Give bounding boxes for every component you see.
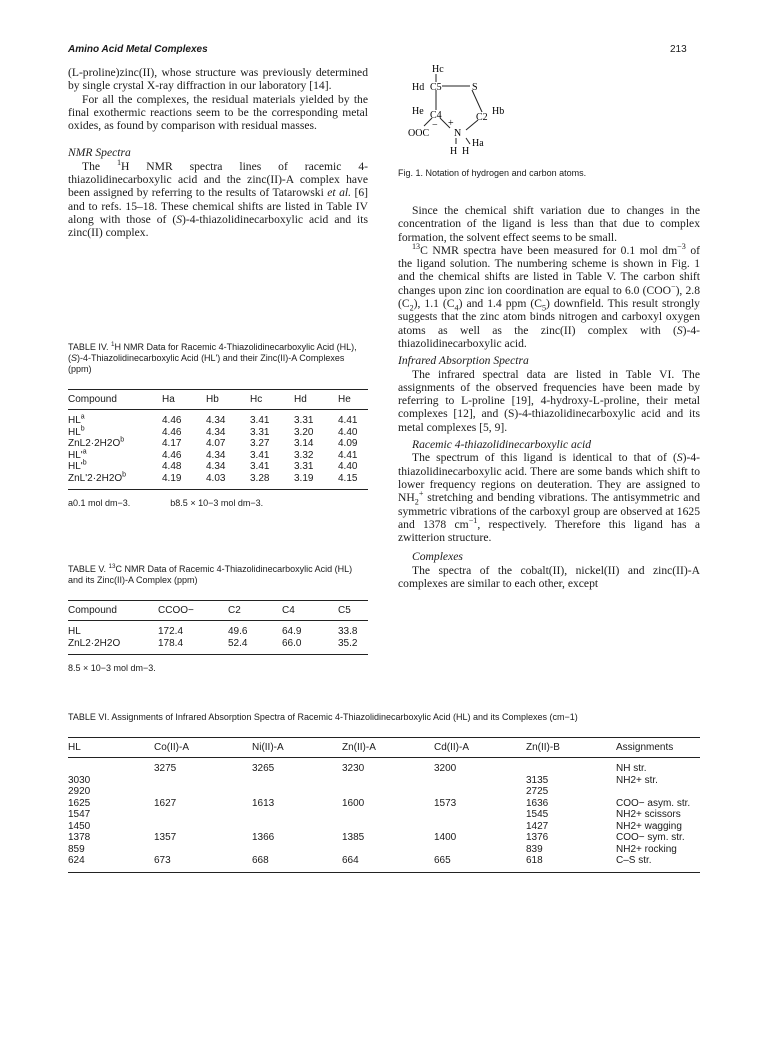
table-cell: 4.34 bbox=[206, 449, 226, 461]
table-cell: 1636 bbox=[526, 797, 549, 809]
col-header: C2 bbox=[228, 605, 241, 616]
atom-c5: C5 bbox=[430, 82, 442, 93]
table-v bbox=[68, 564, 368, 673]
right-column bbox=[398, 204, 700, 590]
table-cell: HL bbox=[68, 626, 81, 637]
atom-h1: H bbox=[450, 146, 458, 157]
table-cell bbox=[154, 821, 252, 833]
table-cell: 4.03 bbox=[206, 472, 226, 484]
table-cell: 665 bbox=[434, 855, 451, 866]
table-cell: 3.41 bbox=[250, 449, 270, 461]
table-cell: 4.15 bbox=[338, 472, 358, 484]
table-iv-footnotes bbox=[68, 498, 368, 508]
table-cell: 1547 bbox=[68, 809, 91, 820]
table-header-row bbox=[68, 601, 368, 621]
table-vi-body bbox=[68, 758, 700, 873]
table-cell: 3.31 bbox=[250, 426, 270, 438]
table-row bbox=[68, 473, 368, 490]
table-cell bbox=[342, 775, 434, 787]
col-header: Assignments bbox=[616, 742, 674, 753]
table-cell bbox=[154, 844, 252, 856]
table-row bbox=[68, 775, 700, 787]
table-cell: 172.4 bbox=[158, 626, 184, 637]
atom-c4: C4 bbox=[430, 110, 442, 121]
table-cell: 3.41 bbox=[250, 415, 270, 426]
atom-n: N bbox=[454, 128, 462, 139]
running-title: Amino Acid Metal Complexes bbox=[68, 44, 208, 55]
table-cell: 4.41 bbox=[338, 415, 358, 426]
table-cell: $ZnL'2\cdot 2H2O^b$ bbox=[68, 471, 127, 484]
table-cell: 3.20 bbox=[294, 426, 314, 438]
table-iv bbox=[68, 342, 368, 508]
table-row bbox=[68, 832, 700, 844]
table-cell: 839 bbox=[526, 843, 543, 855]
table-cell bbox=[434, 844, 526, 856]
table-cell: 2725 bbox=[526, 786, 549, 797]
table-cell: NH2+ rocking bbox=[616, 843, 677, 855]
table-cell: 4.48 bbox=[162, 461, 182, 472]
atom-hc: Hc bbox=[432, 64, 444, 75]
charge-minus: − bbox=[432, 120, 438, 131]
table-cell: $HL'^a$ bbox=[68, 448, 87, 461]
table-row bbox=[68, 786, 700, 798]
paragraph-c13: $^{13}$C NMR spectra have been measured for 0.1 mol $dm^{-3}$ of the ligand solution. The numbering scheme is shown in Fig. 1 and the chemical shifts are listed in Table V. The carbon shift changes upon zinc ion coordination are equal to 6.0 (COO−), 2.8 $(C_2)$, 1.1 $(C_4)$ and 1.4 ppm $(C_5)$ downfield. This result strongly suggests that the zinc atom binds nitrogen and carboxyl oxygen atoms as well as the zinc(II) complex with (S)-4-thiazolidinecarboxylic acid. bbox=[398, 242, 700, 350]
table-header-row bbox=[68, 738, 700, 758]
table-header-row bbox=[68, 390, 368, 410]
table-cell: 2920 bbox=[68, 786, 91, 797]
table-row bbox=[68, 621, 368, 638]
table-vi-caption: TABLE VI. Assignments of Infrared Absorption Spectra of Racemic 4-Thiazolidinecarboxylic Acid (HL) and its Complexes (cm−1) bbox=[68, 712, 578, 722]
table-cell bbox=[154, 809, 252, 821]
table-cell: 4.34 bbox=[206, 461, 226, 472]
table-row bbox=[68, 638, 368, 655]
col-header: C4 bbox=[282, 605, 295, 616]
footnote-a: a0.1 mol dm−3. bbox=[68, 498, 131, 508]
table-cell: 1627 bbox=[154, 797, 177, 809]
table-cell: 1366 bbox=[252, 832, 275, 843]
table-cell: 3200 bbox=[434, 763, 457, 774]
table-v-caption: TABLE V. $^{13}$C NMR Data of Racemic 4-Thiazolidinecarboxylic Acid (HL) and its Zinc(II)-A Complex (ppm) bbox=[68, 563, 353, 585]
table-cell: $HL^b$ bbox=[68, 425, 85, 438]
table-cell bbox=[434, 809, 526, 821]
table-cell: 3.19 bbox=[294, 472, 314, 484]
table-cell: 4.07 bbox=[206, 438, 226, 449]
table-cell: NH2+ scissors bbox=[616, 809, 681, 820]
table-cell bbox=[154, 786, 252, 798]
table-cell: 1385 bbox=[342, 832, 365, 843]
table-cell: 1378 bbox=[68, 832, 91, 843]
table-cell: 3.28 bbox=[250, 472, 270, 484]
col-header: Hb bbox=[206, 394, 219, 405]
table-cell bbox=[342, 786, 434, 798]
page-number: 213 bbox=[670, 44, 687, 55]
table-v-grid bbox=[68, 600, 368, 655]
section-heading-nmr: NMR Spectra bbox=[68, 146, 131, 160]
table-row bbox=[68, 450, 368, 462]
col-header: Hc bbox=[250, 394, 263, 405]
table-v-body bbox=[68, 621, 368, 655]
table-cell bbox=[252, 821, 342, 833]
table-cell: 3230 bbox=[342, 763, 365, 774]
table-cell: 33.8 bbox=[338, 626, 358, 637]
figure-1 bbox=[392, 62, 512, 162]
charge-plus: + bbox=[448, 118, 454, 129]
table-cell: NH str. bbox=[616, 763, 647, 774]
table-cell: 624 bbox=[68, 855, 85, 866]
table-cell: ZnL2·2H2O bbox=[68, 637, 121, 649]
table-cell: 3265 bbox=[252, 763, 275, 774]
table-row bbox=[68, 427, 368, 439]
col-header: Compound bbox=[68, 605, 117, 616]
table-cell: 49.6 bbox=[228, 626, 248, 637]
table-cell: 3.14 bbox=[294, 438, 314, 449]
table-cell: 4.34 bbox=[206, 426, 226, 438]
table-cell bbox=[434, 775, 526, 787]
col-header: Zn(II)-A bbox=[342, 742, 376, 753]
table-iv-grid bbox=[68, 389, 368, 490]
table-cell: 3135 bbox=[526, 774, 549, 786]
table-cell: 618 bbox=[526, 855, 543, 866]
table-cell: 4.46 bbox=[162, 449, 182, 461]
table-cell: 4.34 bbox=[206, 415, 226, 426]
table-row bbox=[68, 438, 368, 450]
table-cell: 3.27 bbox=[250, 438, 270, 449]
table-cell bbox=[342, 844, 434, 856]
table-cell: $ZnL2\cdot 2H2O^b$ bbox=[68, 436, 125, 449]
table-cell: 4.46 bbox=[162, 415, 182, 426]
table-cell: 1376 bbox=[526, 832, 549, 843]
atom-ha: Ha bbox=[472, 138, 484, 149]
table-cell bbox=[616, 786, 700, 798]
table-cell: NH2+ str. bbox=[616, 774, 658, 786]
atom-hb: Hb bbox=[492, 106, 505, 117]
table-cell: 3.31 bbox=[294, 415, 314, 426]
thiazolidine-structure-diagram bbox=[392, 62, 512, 162]
table-cell: $HL^a$ bbox=[68, 413, 85, 426]
col-header: Co(II)-A bbox=[154, 742, 189, 753]
table-cell: 4.46 bbox=[162, 426, 182, 438]
table-cell: $HL'^b$ bbox=[68, 459, 87, 472]
table-cell: 66.0 bbox=[282, 637, 302, 649]
paragraph-racemic: The spectrum of this ligand is identical to that of (S)-4-thiazolidinecarboxylic acid. There are some bands which shift to lower frequency regions on deuteration. They are assigned to $NH_2^+$ stretching and bending vibrations. The antisymmetric and symmetric vibrations of the carboxyl group are observed at 1625 and 1378 $cm^{-1}$, respectively. Therefore this ligand has a zwitterion structure. bbox=[398, 451, 701, 545]
table-cell bbox=[434, 821, 526, 833]
col-header: He bbox=[338, 394, 351, 405]
table-cell: 178.4 bbox=[158, 637, 184, 649]
table-cell: 1573 bbox=[434, 797, 457, 809]
table-cell bbox=[252, 809, 342, 821]
atom-h2: H bbox=[462, 146, 470, 157]
col-header: HL bbox=[68, 742, 81, 753]
figure-1-caption: Fig. 1. Notation of hydrogen and carbon atoms. bbox=[398, 168, 587, 178]
table-cell: 52.4 bbox=[228, 637, 248, 649]
paragraph-residual: For all the complexes, the residual materials yielded by the final exothermic reactions seem to be the corresponding metal oxides, as found by comparison with residual masses. bbox=[68, 92, 368, 133]
table-row bbox=[68, 855, 700, 872]
table-cell: 1450 bbox=[68, 820, 91, 832]
table-cell: 1400 bbox=[434, 832, 457, 843]
paragraph-complexes: The spectra of the cobalt(II), nickel(II) and zinc(II)-A complexes are similar to each other, except bbox=[398, 563, 700, 591]
col-header: C5 bbox=[338, 605, 351, 616]
table-cell: COO− sym. str. bbox=[616, 832, 685, 843]
table-iv-caption: TABLE IV. $^1$H NMR Data for Racemic 4-Thiazolidinecarboxylic Acid (HL), (S)-4-Thiazolidinecarboxylic Acid (HL') and their Zinc(II)-A Complexes (ppm) bbox=[68, 341, 357, 374]
subsection-heading-complexes: Complexes bbox=[412, 550, 463, 564]
section-heading-ir: Infrared Absorption Spectra bbox=[398, 354, 529, 368]
table-cell: 4.41 bbox=[338, 449, 358, 461]
table-row bbox=[68, 461, 368, 473]
table-cell: 1545 bbox=[526, 809, 549, 820]
table-cell bbox=[252, 844, 342, 856]
table-cell: 1357 bbox=[154, 832, 177, 843]
paragraph-proline: (L-proline)zinc(II), whose structure was previously determined by single crystal X-ray diffraction in our laboratory [14]. bbox=[68, 66, 368, 93]
table-row bbox=[68, 798, 700, 810]
col-header: Hd bbox=[294, 394, 307, 405]
col-header: Cd(II)-A bbox=[434, 742, 469, 753]
table-row bbox=[68, 809, 700, 821]
table-cell: 4.17 bbox=[162, 438, 182, 449]
table-cell: 64.9 bbox=[282, 626, 302, 637]
table-cell bbox=[342, 821, 434, 833]
table-cell: 664 bbox=[342, 855, 359, 866]
table-cell: 4.19 bbox=[162, 472, 182, 484]
table-cell: 4.40 bbox=[338, 461, 358, 472]
table-cell: 1427 bbox=[526, 820, 549, 832]
atom-c2: C2 bbox=[476, 112, 488, 123]
table-cell bbox=[252, 786, 342, 798]
col-header: Compound bbox=[68, 394, 117, 405]
table-row bbox=[68, 410, 368, 427]
table-cell: 673 bbox=[154, 855, 171, 866]
table-vi bbox=[68, 712, 700, 873]
table-cell: 859 bbox=[68, 843, 85, 855]
table-vi-grid bbox=[68, 737, 700, 873]
subsection-heading-racemic: Racemic 4-thiazolidinecarboxylic acid bbox=[412, 438, 592, 452]
table-row bbox=[68, 758, 700, 775]
paragraph-ir: The infrared spectral data are listed in Table VI. The assignments of the observed frequencies have been made by referring to L-proline [19], 4-hydroxy-L-proline, their metal complexes [12], and (S)-4-thiazolidinecarboxylic acid and its metal complexes [5, 9]. bbox=[398, 367, 700, 434]
table-cell: 1600 bbox=[342, 797, 365, 809]
footnote-b: b8.5 × 10−3 mol dm−3. bbox=[170, 498, 264, 508]
col-header: Ha bbox=[162, 394, 175, 405]
table-cell: 1625 bbox=[68, 797, 91, 809]
table-cell: 4.09 bbox=[338, 438, 358, 449]
atom-hd: Hd bbox=[412, 82, 425, 93]
table-cell: 3.31 bbox=[294, 461, 314, 472]
table-cell: COO− asym. str. bbox=[616, 797, 691, 809]
table-cell: 3030 bbox=[68, 774, 91, 786]
atom-he: He bbox=[412, 106, 424, 117]
col-header: Zn(II)-B bbox=[526, 742, 560, 753]
table-cell: 1613 bbox=[252, 797, 275, 809]
left-column-top bbox=[68, 66, 368, 240]
table-cell bbox=[434, 786, 526, 798]
atom-s: S bbox=[472, 82, 478, 93]
table-cell bbox=[342, 809, 434, 821]
table-cell: 4.40 bbox=[338, 426, 358, 438]
col-header: CCOO− bbox=[158, 605, 194, 616]
table-cell: 3.41 bbox=[250, 461, 270, 472]
table-row bbox=[68, 821, 700, 833]
table-cell: C–S str. bbox=[616, 855, 652, 866]
table-cell bbox=[68, 758, 154, 775]
table-cell bbox=[526, 758, 616, 775]
table-cell: 35.2 bbox=[338, 637, 358, 649]
table-cell bbox=[252, 775, 342, 787]
table-row bbox=[68, 844, 700, 856]
table-cell: NH2+ wagging bbox=[616, 820, 682, 832]
table-v-footnote: 8.5 × 10−3 mol dm−3. bbox=[68, 663, 156, 673]
table-cell: 3275 bbox=[154, 763, 177, 774]
col-header: Ni(II)-A bbox=[252, 742, 284, 753]
paragraph-nmr: The $^1$H NMR spectra lines of racemic 4-thiazolidinecarboxylic acid and the zinc(II)-A complex have been assigned by referring to the results of Tatarowski et al. [6] and to refs. 15–18. These chemical shifts are listed in Table IV along with those of (S)-4-thiazolidinecarboxylic acid and its zinc(II) complex. bbox=[68, 157, 369, 240]
table-iv-body bbox=[68, 410, 368, 490]
table-cell bbox=[154, 775, 252, 787]
paragraph-solvent: Since the chemical shift variation due to changes in the concentration of the ligand is less than that due to complex formation, the solvent effect seems to be small. bbox=[398, 204, 700, 244]
atom-ooc: OOC bbox=[408, 128, 430, 139]
table-cell: 668 bbox=[252, 855, 269, 866]
table-cell: 3.32 bbox=[294, 449, 314, 461]
